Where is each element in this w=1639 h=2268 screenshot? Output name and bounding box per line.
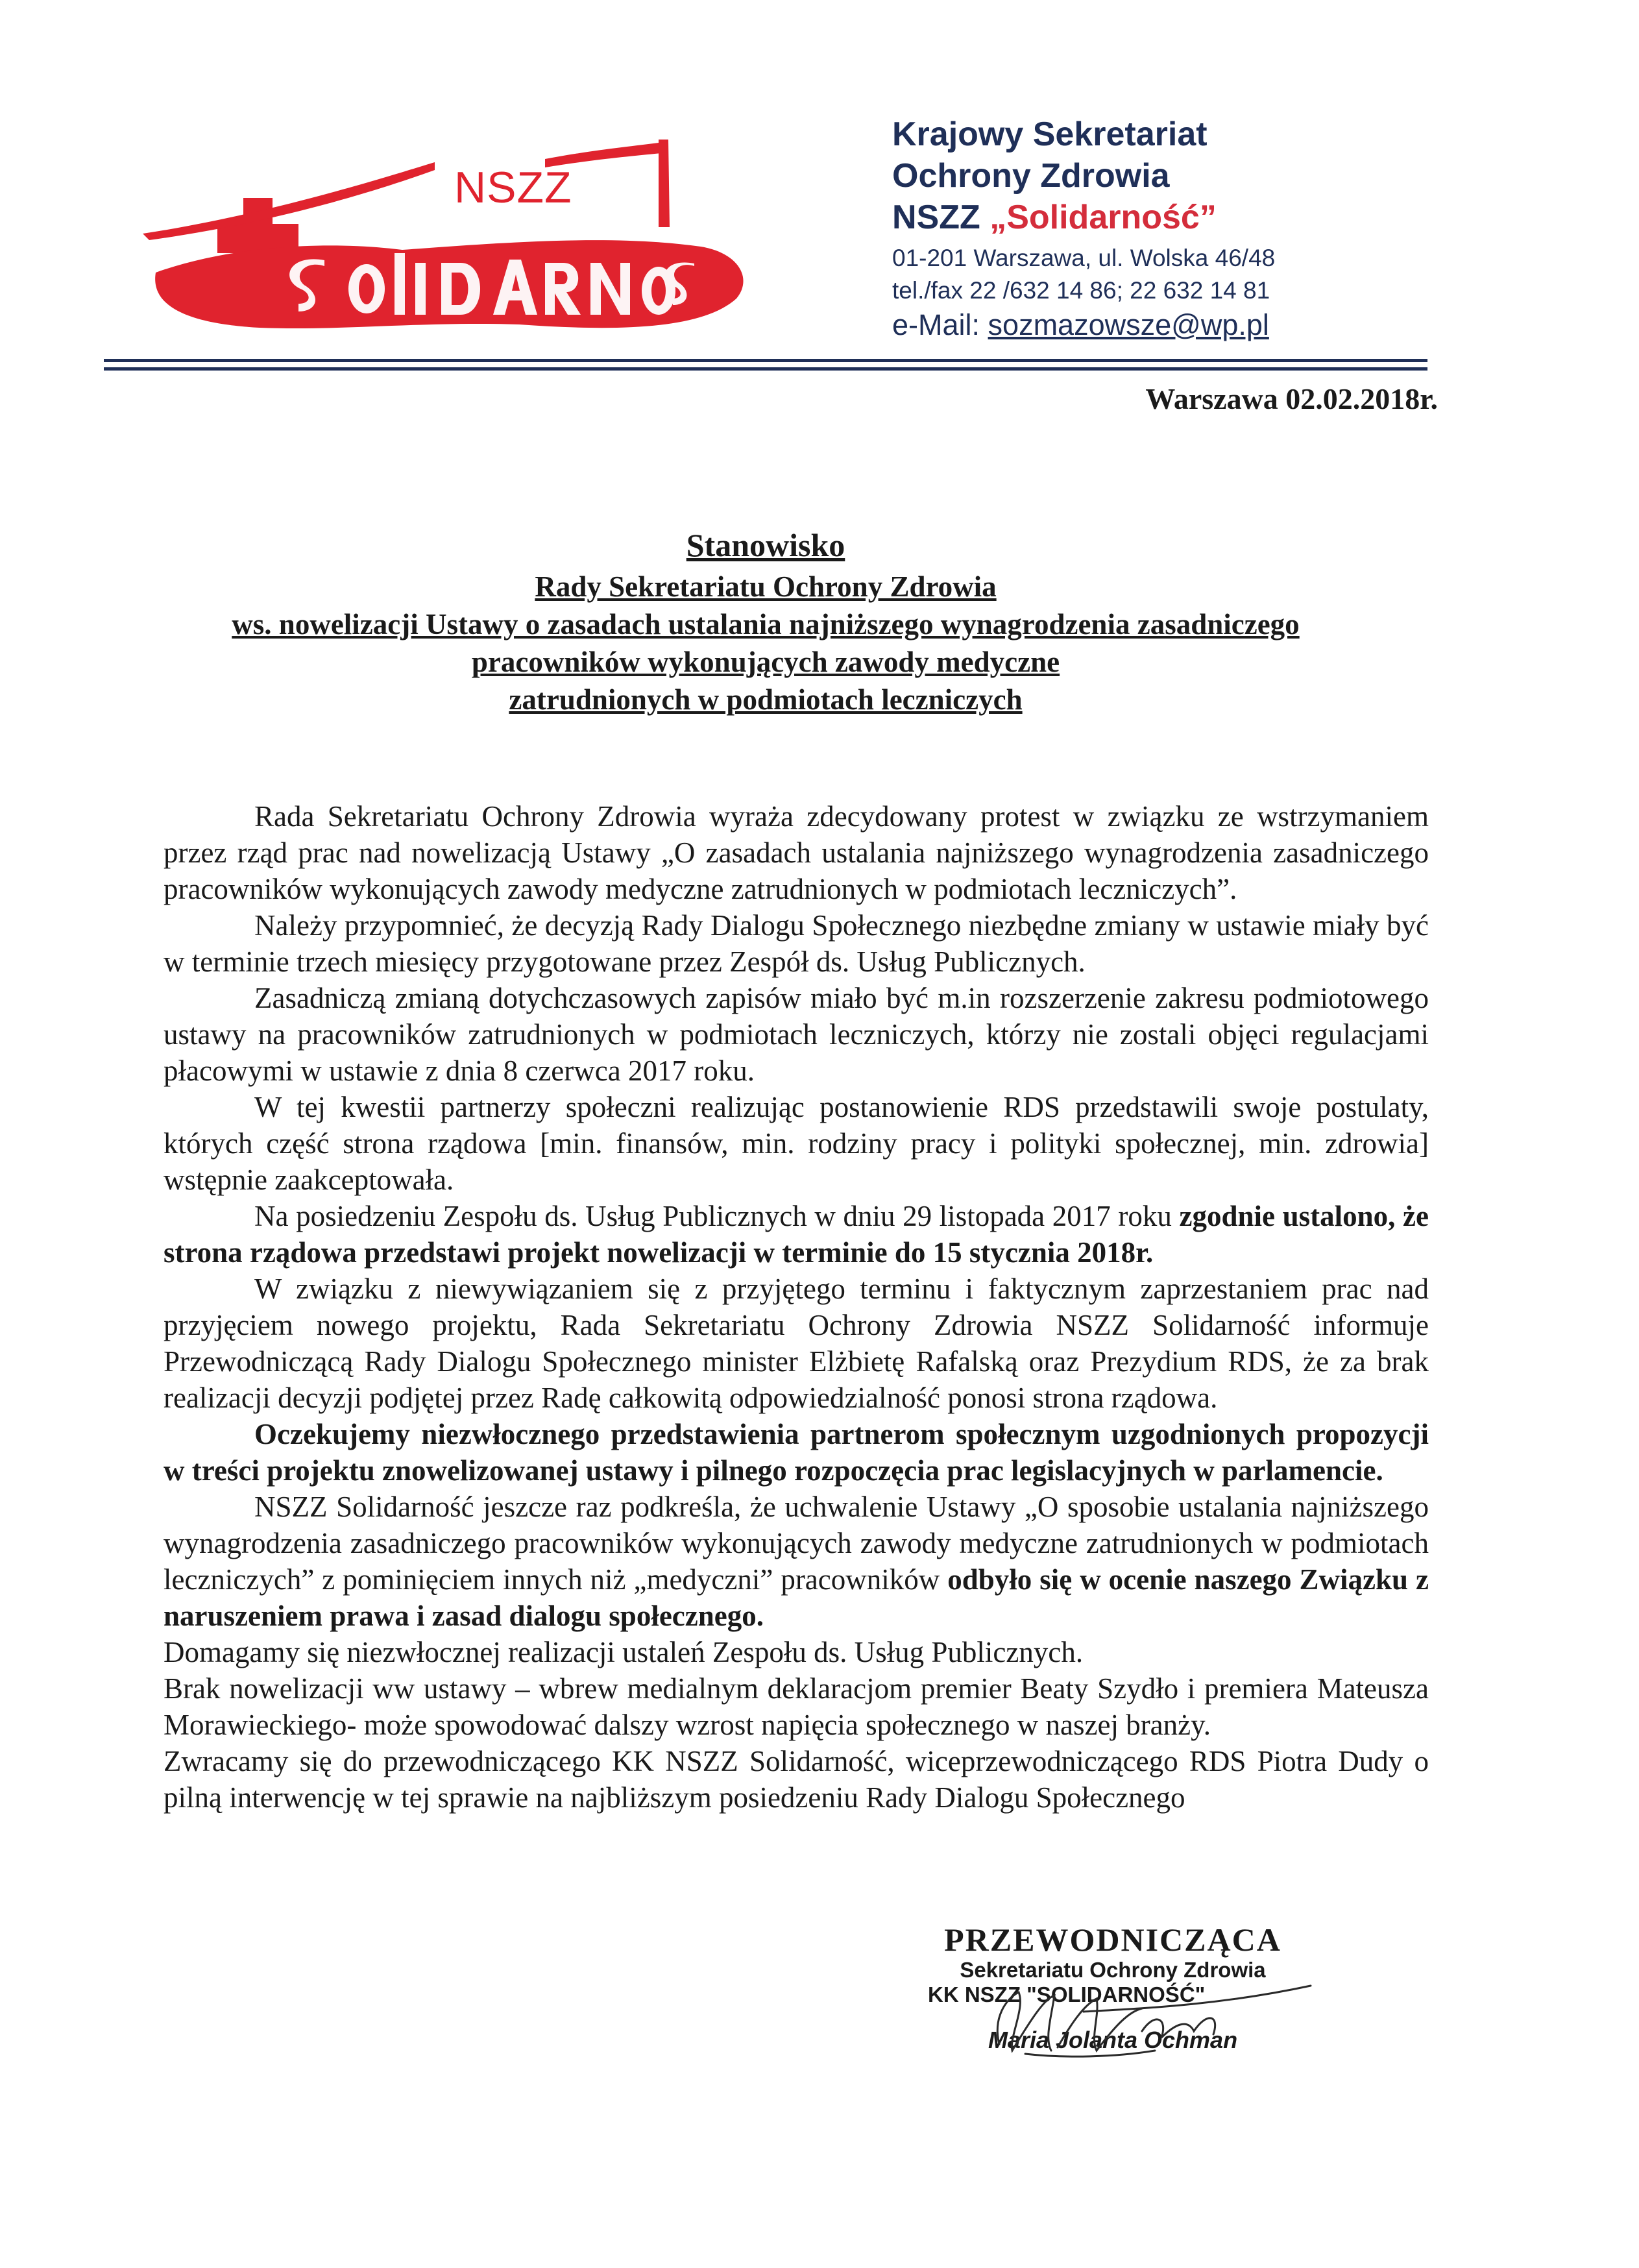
paragraph-3: Zasadniczą zmianą dotychczasowych zapisów miało być m.in rozszerzenie zakresu podmiotowego ustawy na pracowników zatrudnionych w podmiotach leczniczych, którzy nie zostali objęci regulacjami płacowymi w ustawie z dnia 8 czerwca 2017 roku.: [164, 982, 1429, 1087]
paragraph-8-text: NSZZ Solidarność jeszcze raz podkreśla, że uchwalenie Ustawy „O sposobie ustalania najniższego wynagrodzenia zasadniczego pracowników wykonujących zawody medyczne zatrudnionych w podmiotach leczniczych” z pominięciem innych niż „medyczni” pracowników: [164, 1491, 1429, 1596]
logo-nszz-text: NSZZ: [454, 163, 572, 212]
paragraph-7: [164, 1416, 1429, 1489]
signature-org: Sekretariatu Ochrony Zdrowia: [960, 1958, 1266, 1982]
paragraph-7-bold: Oczekujemy niezwłocznego przedstawienia partnerom społecznym uzgodnionych propozycji w treści projektu znowelizowanej ustawy i pilnego rozpoczęcia prac legislacyjnych w parlamencie.: [164, 1418, 1429, 1487]
signature-title: PRZEWODNICZĄCA: [944, 1921, 1281, 1958]
paragraph-11: Zwracamy się do przewodniczącego KK NSZZ Solidarność, wiceprzewodniczącego RDS Piotra Dudy o pilną interwencję w tej sprawie na najbliższym posiedzeniu Rady Dialogu Społecznego: [164, 1745, 1429, 1814]
document-date: Warszawa 02.02.2018r.: [1145, 382, 1438, 415]
org-email-line: [892, 307, 1541, 343]
paragraph-10: Brak nowelizacji ww ustawy – wbrew medialnym deklaracjom premier Beaty Szydło i premiera Mateusza Morawieckiego- może spowodować dalszy wzrost napięcia społecznego w naszej branży.: [164, 1672, 1429, 1741]
org-phone: tel./fax 22 /632 14 86; 22 632 14 81: [892, 277, 1270, 304]
document-heading: [117, 522, 1414, 718]
paragraph-9: Domagamy się niezwłocznej realizacji ustaleń Zespołu ds. Usług Publicznych.: [164, 1636, 1084, 1668]
org-union-prefix: NSZZ: [892, 199, 980, 236]
org-name-line1: Krajowy Sekretariat: [892, 116, 1208, 153]
solidarnosc-logo: [130, 136, 844, 350]
paragraph-6: W związku z niewywiązaniem się z przyjętego terminu i faktycznym zaprzestaniem prac nad przyjęciem nowego projektu, Rada Sekretariatu Ochrony Zdrowia NSZZ Solidarność informuje Przewodniczącą Rady Dialogu Społecznego minister Elżbietę Rafalską oraz Prezydium RDS, że za brak realizacji decyzji podjętej przez Radę całkowitą odpowiedzialność ponosi strona rządowa.: [164, 1273, 1429, 1414]
org-union-name: „Solidarność”: [989, 199, 1217, 236]
heading-line-4: zatrudnionych w podmiotach leczniczych: [509, 683, 1023, 716]
header-rule-top: [104, 359, 1427, 362]
paragraph-5-bold: zgodnie ustalono, że strona rządowa przedstawi projekt nowelizacji w terminie do 15 stycznia 2018r.: [164, 1200, 1429, 1269]
signature-union: KK NSZZ "SOLIDARNOŚĆ": [928, 1982, 1206, 2006]
heading-line-1: Rady Sekretariatu Ochrony Zdrowia: [535, 570, 997, 603]
org-name-line2: Ochrony Zdrowia: [892, 157, 1170, 195]
header-rule-bottom: [104, 367, 1427, 371]
handwritten-signature: [947, 1947, 1324, 2090]
email-link[interactable]: sozmazowsze@wp.pl: [988, 308, 1269, 341]
email-label: e-Mail:: [892, 308, 980, 341]
paragraph-1: Rada Sekretariatu Ochrony Zdrowia wyraża zdecydowany protest w związku ze wstrzymaniem przez rząd prac nad nowelizacją Ustawy „O zasadach ustalania najniższego wynagrodzenia zasadniczego pracowników wykonujących zawody medyczne zatrudnionych w podmiotach leczniczych”.: [164, 800, 1429, 905]
paragraph-5: [164, 1198, 1429, 1271]
paragraph-4: W tej kwestii partnerzy społeczni realizując postanowienie RDS przedstawili swoje postulaty, których część strona rządowa [min. finansów, min. rodziny pracy i polityki społecznej, min. zdrowia] wstępnie zaakceptowała.: [164, 1091, 1429, 1196]
signature-name: Maria Jolanta Ochman: [988, 2027, 1238, 2053]
org-address: 01-201 Warszawa, ul. Wolska 46/48: [892, 245, 1276, 271]
paragraph-5-text: Na posiedzeniu Zespołu ds. Usług Publicznych w dniu 29 listopada 2017 roku: [254, 1200, 1180, 1232]
document-body: [164, 798, 1429, 1816]
paragraph-8-bold: odbyło się w ocenie naszego Związku z naruszeniem prawa i zasad dialogu społecznego.: [164, 1563, 1429, 1632]
paragraph-2: Należy przypomnieć, że decyzją Rady Dialogu Społecznego niezbędne zmiany w ustawie miały być w terminie trzech miesięcy przygotowane przez Zespół ds. Usług Publicznych.: [164, 909, 1429, 978]
heading-line-3: pracowników wykonujących zawody medyczne: [471, 646, 1060, 678]
org-name-line3: [892, 197, 1541, 238]
heading-line-2: ws. nowelizacji Ustawy o zasadach ustalania najniższego wynagrodzenia zasadniczego: [232, 608, 1300, 640]
heading-title: Stanowisko: [686, 527, 845, 563]
organization-info: [892, 114, 1541, 343]
paragraph-8: [164, 1489, 1429, 1634]
